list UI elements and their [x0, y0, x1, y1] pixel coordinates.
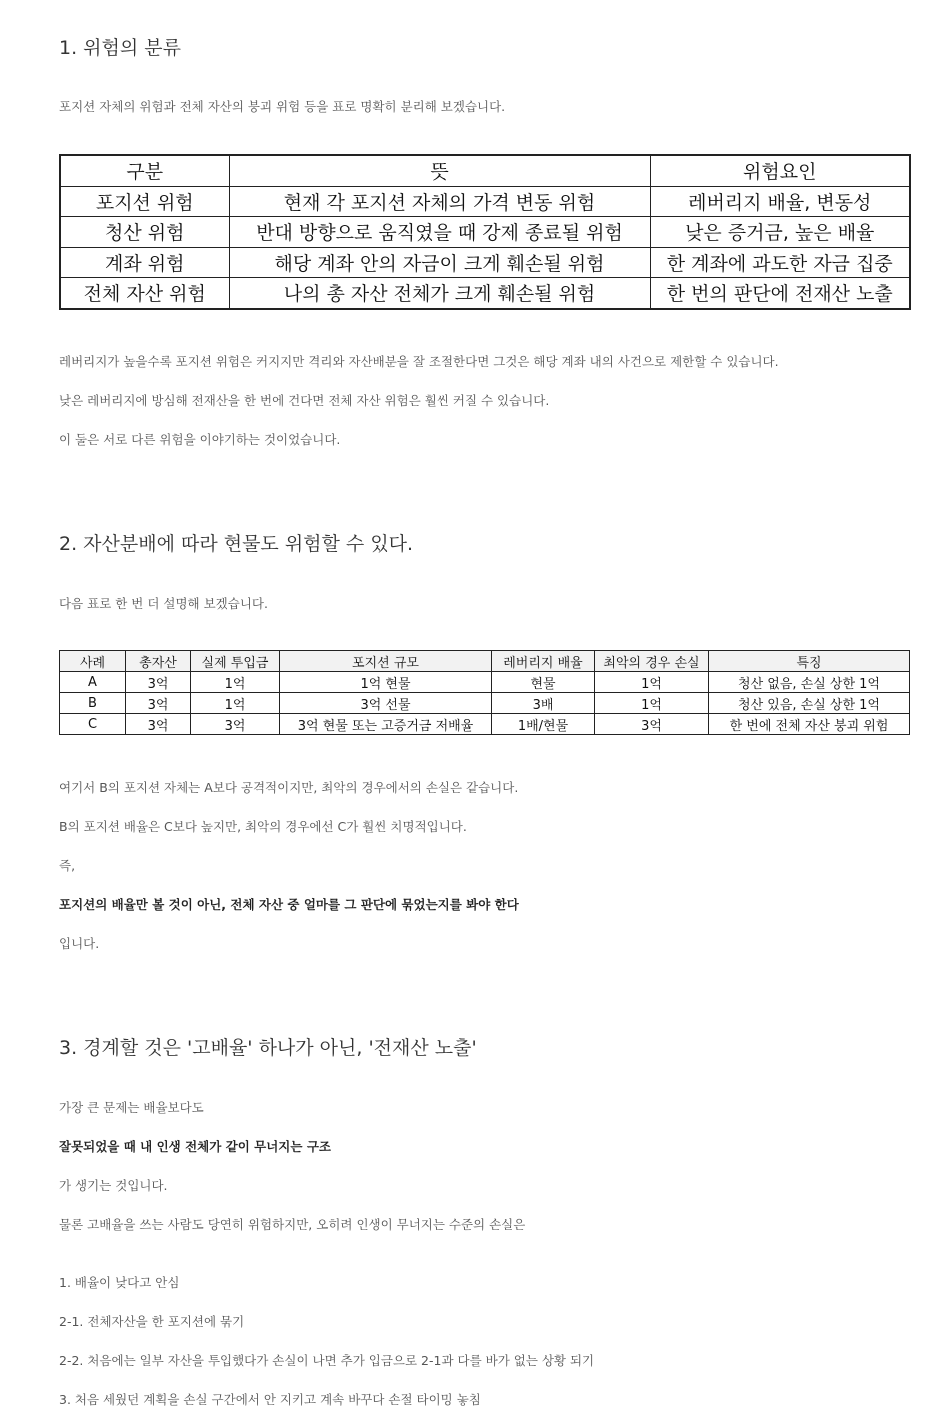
section2-intro: 다음 표로 한 번 더 설명해 보겠습니다.	[59, 596, 268, 611]
table-cell: 1억 현물	[280, 672, 492, 693]
table-row	[60, 217, 910, 248]
risk-classification-table	[59, 154, 911, 310]
table-cell: 1억	[595, 693, 709, 714]
table-cell: 청산 위험	[60, 217, 229, 248]
table-cell: 한 계좌에 과도한 자금 집중	[650, 247, 910, 278]
section1-paragraph-2: 낮은 레버리지에 방심해 전재산을 한 번에 건다면 전체 자산 위험은 훨씬 커질 수 있습니다.	[59, 393, 550, 408]
table-cell: 반대 방향으로 움직였을 때 강제 종료될 위험	[229, 217, 650, 248]
table-row	[60, 247, 910, 278]
section2-paragraph-1: 여기서 B의 포지션 자체는 A보다 공격적이지만, 최악의 경우에서의 손실은 같습니다.	[59, 780, 519, 795]
table-header-cell: 총자산	[126, 651, 191, 672]
list-item: 3. 처음 세웠던 계획을 손실 구간에서 안 지키고 계속 바꾸다 손절 타이밍 놓침	[59, 1392, 481, 1407]
table-cell: 해당 계좌 안의 자금이 크게 훼손될 위험	[229, 247, 650, 278]
table-cell: C	[60, 714, 126, 735]
table-header-cell: 특징	[709, 651, 910, 672]
section2-heading: 2. 자산분배에 따라 현물도 위험할 수 있다.	[59, 533, 414, 555]
table-cell: 나의 총 자산 전체가 크게 훼손될 위험	[229, 278, 650, 309]
section2-paragraph-5: 입니다.	[59, 936, 100, 951]
section3-paragraph-1: 가장 큰 문제는 배율보다도	[59, 1100, 204, 1115]
table-cell: 낮은 증거금, 높은 배율	[650, 217, 910, 248]
table-cell: 현재 각 포지션 자체의 가격 변동 위험	[229, 186, 650, 217]
table-cell: 1억	[191, 672, 280, 693]
section2-emphasis: 포지션의 배율만 볼 것이 아닌, 전체 자산 중 얼마를 그 판단에 묶었는지를 봐야 한다	[59, 897, 519, 912]
section1-paragraph-1: 레버리지가 높을수록 포지션 위험은 커지지만 격리와 자산배분을 잘 조절한다면 그것은 해당 계좌 내의 사건으로 제한할 수 있습니다.	[59, 354, 779, 369]
table-header-cell: 실제 투입금	[191, 651, 280, 672]
table-header-cell: 최악의 경우 손실	[595, 651, 709, 672]
section1-intro: 포지션 자체의 위험과 전체 자산의 붕괴 위험 등을 표로 명확히 분리해 보겠습니다.	[59, 99, 506, 114]
section2-paragraph-2: B의 포지션 배율은 C보다 높지만, 최악의 경우에선 C가 훨씬 치명적입니다.	[59, 819, 467, 834]
table-cell: 포지션 위험	[60, 186, 229, 217]
table-cell: 청산 있음, 손실 상한 1억	[709, 693, 910, 714]
table-cell: 3억	[126, 672, 191, 693]
list-item: 2-2. 처음에는 일부 자산을 투입했다가 손실이 나면 추가 입금으로 2-1과 다를 바가 없는 상황 되기	[59, 1353, 595, 1368]
table-cell: A	[60, 672, 126, 693]
table-cell: 3억	[126, 693, 191, 714]
table-cell: 전체 자산 위험	[60, 278, 229, 309]
section1-heading: 1. 위험의 분류	[59, 37, 181, 59]
table-cell: 3억	[191, 714, 280, 735]
table-row	[60, 186, 910, 217]
table-cell: 3억 현물 또는 고증거금 저배율	[280, 714, 492, 735]
table-cell: 3배	[492, 693, 595, 714]
table-row	[60, 672, 910, 693]
table-cell: 3억	[595, 714, 709, 735]
table-header-cell: 뜻	[229, 155, 650, 186]
table-cell: 3억	[126, 714, 191, 735]
table-cell: 한 번의 판단에 전재산 노출	[650, 278, 910, 309]
table-cell: 계좌 위험	[60, 247, 229, 278]
table-cell: 1억	[595, 672, 709, 693]
table-header-row	[60, 651, 910, 672]
list-item: 2-1. 전체자산을 한 포지션에 묶기	[59, 1314, 245, 1329]
table-cell: 3억 선물	[280, 693, 492, 714]
table-row	[60, 693, 910, 714]
section3-heading: 3. 경계할 것은 '고배율' 하나가 아닌, '전재산 노출'	[59, 1037, 477, 1059]
list-item: 1. 배율이 낮다고 안심	[59, 1275, 180, 1290]
table-header-cell: 레버리지 배율	[492, 651, 595, 672]
table-header-cell: 사례	[60, 651, 126, 672]
table-header-row	[60, 155, 910, 186]
table-cell: 현물	[492, 672, 595, 693]
section1-paragraph-3: 이 둘은 서로 다른 위험을 이야기하는 것이었습니다.	[59, 432, 341, 447]
table-row	[60, 278, 910, 309]
section3-paragraph-4: 물론 고배율을 쓰는 사람도 당연히 위험하지만, 오히려 인생이 무너지는 수준의 손실은	[59, 1217, 526, 1232]
section3-paragraph-3: 가 생기는 것입니다.	[59, 1178, 168, 1193]
table-row	[60, 714, 910, 735]
table-header-cell: 구분	[60, 155, 229, 186]
asset-allocation-table	[59, 650, 910, 735]
table-cell: 1억	[191, 693, 280, 714]
table-cell: 1배/현물	[492, 714, 595, 735]
section2-paragraph-3: 즉,	[59, 858, 76, 873]
section3-emphasis: 잘못되었을 때 내 인생 전체가 같이 무너지는 구조	[59, 1139, 331, 1154]
table-cell: 한 번에 전체 자산 붕괴 위험	[709, 714, 910, 735]
table-cell: 레버리지 배율, 변동성	[650, 186, 910, 217]
table-header-cell: 포지션 규모	[280, 651, 492, 672]
table-cell: 청산 없음, 손실 상한 1억	[709, 672, 910, 693]
table-cell: B	[60, 693, 126, 714]
table-header-cell: 위험요인	[650, 155, 910, 186]
